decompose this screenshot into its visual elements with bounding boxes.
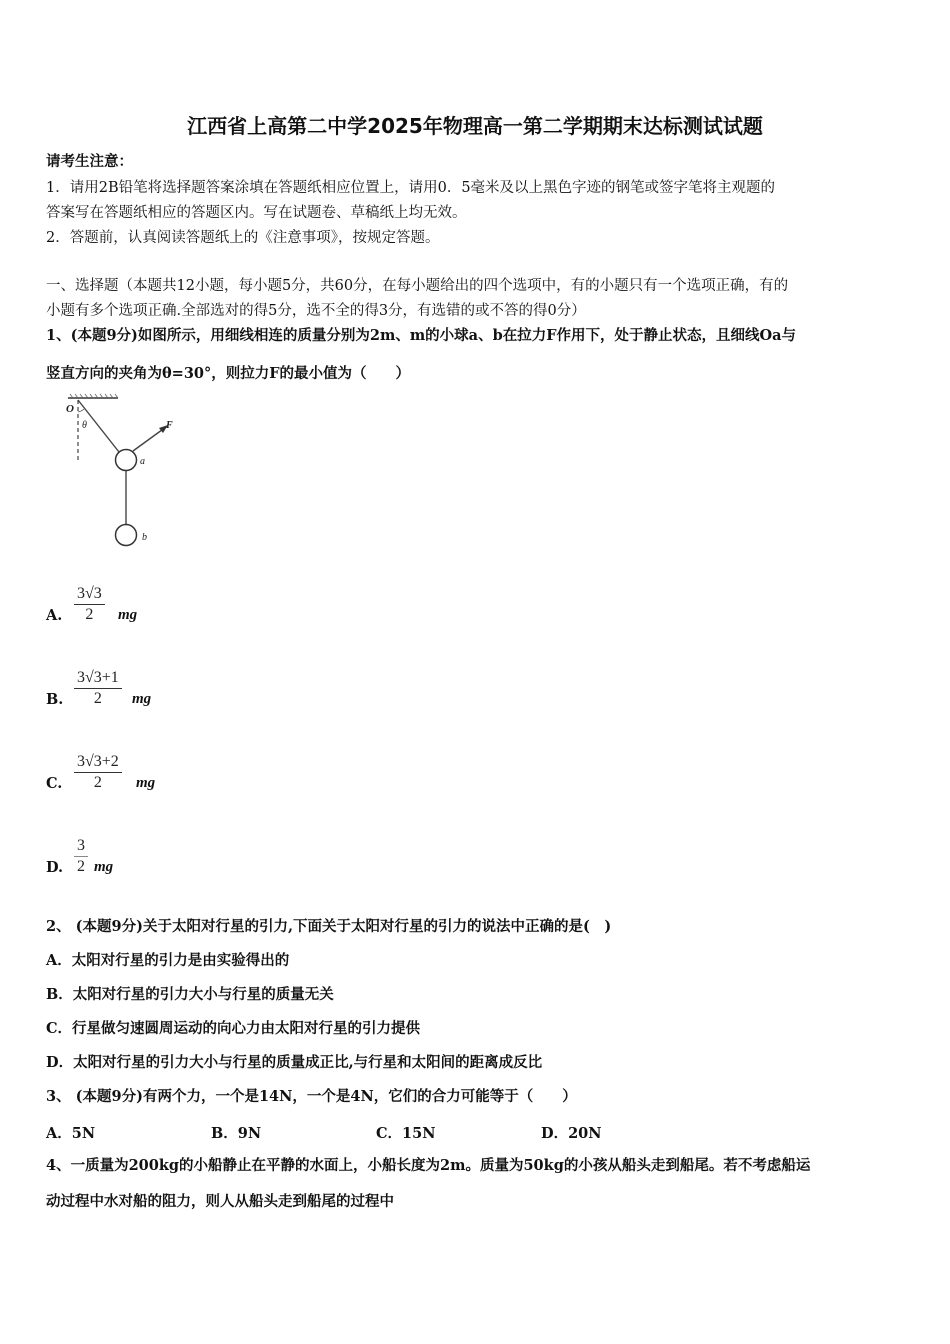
q4-stem-line-2: 动过程中水对船的阻力，则人从船头走到船尾的过程中	[46, 1193, 394, 1210]
q1-option-c-numerator: 3√3+2	[74, 752, 122, 773]
q1-option-c-denominator: 2	[93, 774, 102, 791]
notice-line-3: 2．答题前，认真阅读答题纸上的《注意事项》，按规定答题。	[46, 230, 440, 246]
q1-option-c-unit: mg	[136, 775, 156, 791]
page-title: 江西省上高第二中学2025年物理高一第二学期期末达标测试试题	[187, 114, 763, 138]
notice-line-1: 1．请用2B铅笔将选择题答案涂填在答题纸相应位置上，请用0．5毫米及以上黑色字迹的钢笔或签字笔将主观题的	[46, 180, 776, 196]
force-f-arrow	[133, 427, 166, 451]
ball-a	[116, 450, 137, 471]
label-b: b	[142, 532, 147, 543]
q1-option-b-unit: mg	[132, 691, 152, 707]
q3-option-a: A．5N	[46, 1125, 96, 1142]
ball-b	[116, 525, 137, 546]
q1-option-a-unit: mg	[118, 607, 138, 623]
q2-option-c: C．行星做匀速圆周运动的向心力由太阳对行星的引力提供	[46, 1020, 421, 1037]
q1-stem-line-2: 竖直方向的夹角为θ=30°，则拉力F的最小值为（ ）	[46, 365, 411, 382]
angle-arc	[78, 409, 84, 412]
section-instructions-line-1: 一、选择题（本题共12小题，每小题5分，共60分，在每小题给出的四个选项中，有的小题只有一个选项正确，有的	[46, 278, 789, 294]
q1-option-d-label: D.	[46, 859, 64, 876]
q1-option-b-fraction	[74, 668, 122, 709]
q3-stem: 3、 (本题9分)有两个力，一个是14N，一个是4N，它们的合力可能等于（ ）	[46, 1088, 577, 1105]
q1-option-b-numerator: 3√3+1	[74, 668, 122, 689]
q2-option-a: A．太阳对行星的引力是由实验得出的	[46, 952, 290, 969]
label-o: O	[66, 403, 74, 415]
q1-option-a-fraction	[74, 584, 105, 625]
q1-stem-line-1: 1、(本题9分)如图所示，用细线相连的质量分别为2m、m的小球a、b在拉力F作用下，处于静止状态，且细线Oa与	[46, 327, 797, 344]
q1-option-d-denominator: 2	[77, 858, 85, 875]
q1-option-d-fraction	[74, 836, 88, 877]
q3-option-c: C．15N	[376, 1125, 436, 1142]
q2-option-b: B．太阳对行星的引力大小与行星的质量无关	[46, 986, 334, 1003]
notice-line-2: 答案写在答题纸相应的答题区内。写在试题卷、草稿纸上均无效。	[46, 205, 467, 221]
label-theta: θ	[82, 420, 87, 431]
q1-option-a-numerator: 3√3	[74, 584, 105, 605]
q1-option-b-denominator: 2	[93, 690, 102, 707]
q1-option-b-label: B.	[46, 691, 64, 708]
section-instructions-line-2: 小题有多个选项正确.全部选对的得5分，选不全的得3分，有选错的或不答的得0分）	[46, 303, 586, 319]
q1-option-c-label: C.	[46, 775, 63, 792]
q2-option-d: D．太阳对行星的引力大小与行星的质量成正比,与行星和太阳间的距离成反比	[46, 1054, 543, 1071]
q1-option-d-numerator: 3	[74, 836, 88, 857]
q1-option-a-label: A.	[46, 607, 63, 624]
q3-option-d: D．20N	[541, 1125, 602, 1142]
q4-stem-line-1: 4、一质量为200kg的小船静止在平静的水面上，小船长度为2m。质量为50kg的小孩从船头走到船尾。若不考虑船运	[46, 1157, 811, 1174]
notice-heading: 请考生注意：	[46, 153, 133, 170]
q1-option-c-fraction	[74, 752, 122, 793]
q3-option-b: B．9N	[211, 1125, 262, 1142]
q1-option-d-unit: mg	[94, 859, 114, 875]
q2-stem: 2、 (本题9分)关于太阳对行星的引力,下面关于太阳对行星的引力的说法中正确的是( )	[46, 918, 612, 935]
q1-option-a-denominator: 2	[85, 606, 94, 623]
q1-figure	[62, 392, 192, 552]
label-f: F	[166, 420, 173, 431]
label-a: a	[140, 456, 145, 467]
